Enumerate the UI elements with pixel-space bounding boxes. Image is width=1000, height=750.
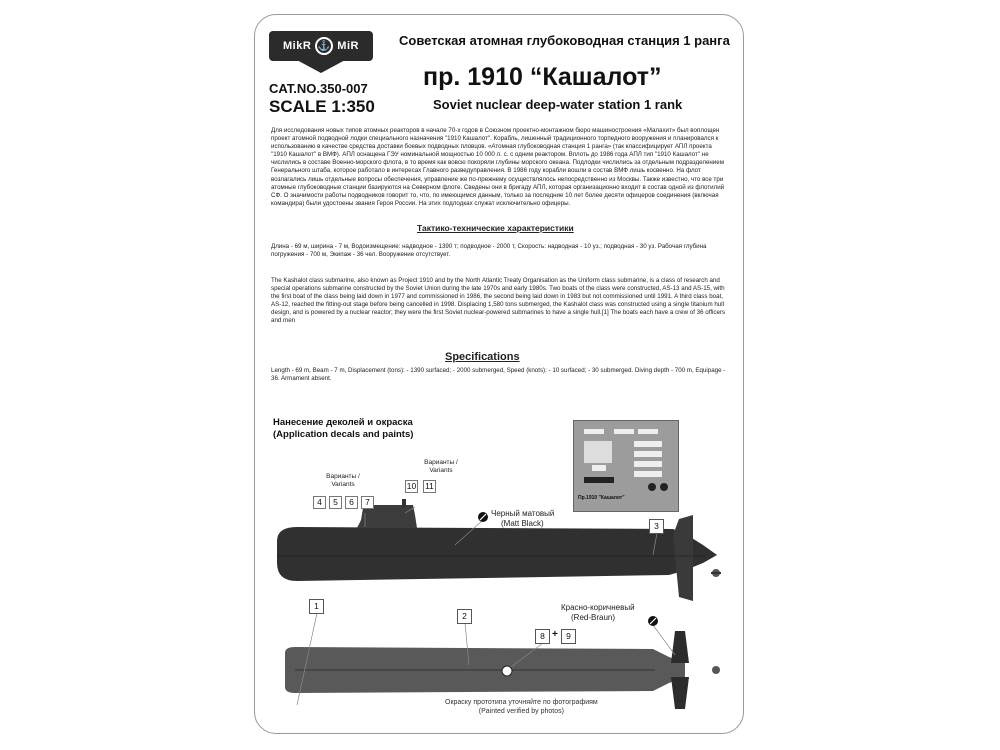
title-english: Soviet nuclear deep-water station 1 rank: [433, 97, 683, 112]
propeller-top-icon: [712, 666, 720, 674]
paint-black-ru: Черный матовый: [491, 509, 555, 518]
title-russian: Советская атомная глубоководная станция 1 ранга: [399, 33, 730, 48]
callout-3: 3: [649, 519, 664, 534]
brand-left: MikR: [283, 40, 312, 52]
side-view-hull: [277, 527, 717, 581]
variant-box-11: 11: [423, 480, 436, 493]
top-fin-upper: [671, 631, 689, 663]
main-title: пр. 1910 “Кашалот”: [423, 63, 662, 91]
variants-label-left: Варианты / Variants: [326, 473, 360, 488]
specs-russian: Длина - 69 м, ширина - 7 м, Водоизмещение: надводное - 1390 т; подводное - 2000 т, Скорость: надводная - 10 уз.; подводная - 30 уз. Рабочая глубина погружения - 700 м, Экипаж - 36 чел. Вооружение отсутствует.: [271, 243, 707, 259]
side-rudder: [673, 515, 693, 601]
paint-red-en: (Red-Braun): [571, 613, 616, 622]
paint-red-label: [561, 603, 635, 623]
top-fin-lower: [671, 677, 689, 709]
brand-right: MiR: [337, 40, 359, 52]
variant-box-4: 4: [313, 496, 326, 509]
callout-2: 2: [457, 609, 472, 624]
paint-black-label: [491, 509, 554, 529]
footer-ru: Окраску прототипа уточняйте по фотографиям: [445, 699, 598, 706]
variant-box-7: 7: [361, 496, 374, 509]
paint-black-en: (Matt Black): [501, 519, 544, 528]
specs-english: Length - 69 m, Beam - 7 m, Displacement (tons): - 1390 surfaced; - 2000 submerged, Speed (knots): - 10 surfaced; - 30 submerged. Diving depth - 700 m, Equipage - 36. Armament absent.: [271, 367, 726, 383]
decal-heading-ru: Нанесение деколей и окраска: [273, 417, 413, 428]
instruction-sheet: [254, 14, 744, 734]
submarine-drawing: [255, 15, 743, 733]
callout-9: 9: [561, 629, 576, 644]
anchor-emblem-icon: ⚓: [315, 37, 333, 55]
variant-box-10: 10: [406, 481, 417, 491]
decal-sheet-image: [573, 420, 679, 512]
hatch-marker-icon: [502, 666, 512, 676]
callout-plus: +: [552, 629, 558, 640]
history-russian: Для исследования новых типов атомных реакторов в начале 70-х годов в Союзном проектно-монтажном бюро машиностроения «Малахит» был воплощен проект атомной подводной лодки специального назначения "1910 Кашалот". Корабль, лишенный традиционного торпедного вооружения и планировался к использованию в качестве средства доставки боевых подводных пловцов. «Атомная глубоководная станция 1 ранга» (так классифицирует АПЛ проекта "1910 Кашалот" в ВМФ). АПЛ оснащена ГЭУ номинальной мощностью 10 000 л. с. с одним реактором. Вплоть до 1986 года АПЛ тип "1910 Кашалот" не числились в составе Военно-морского флота, в то время как вовсю покоряли глубины морского океана. Подлодки числились за отдельным подразделением Генерального штаба, которое работало в интересах Главного разведуправления. В 1986 году корабли вошли в состав ВМФ лишь косвенно. На флот возлагались лишь отдельные вопросы обеспечения, управление же по-прежнему осуществлялось непосредственно из Москвы. Также известно, что все три атомные глубоководные станции базируются на Северном флоте. Сведены они в бригаду АПЛ, которая организационно входит в состав одной из флотилий СФ. О значимости работы подводников говорит то, что, по имеющимся данным, только за последние 10 лет более десяти офицеров соединения (включая командира) были удостоены звания Героя России. На этих подлодках служат исключительно офицеры.: [271, 127, 725, 207]
paint-red-ru: Красно-коричневый: [561, 603, 635, 612]
callout-1: 1: [309, 599, 324, 614]
history-english: The Kashalot class submarine, also known as Project 1910 and by the North Atlantic Treaty Organisation as the Uniform class submarine, is a class of research and special operations submarine constructed by the Soviet Union during the late 1970s and early 1980s. Two boats of the class were constructed, AS-13 and AS-15, with the first boat of the class being laid down in 1977 and commissioned in 1986, the second being laid down in 1983 but not commissioned until 1991. A third class boat, AS-12, reached the fitting-out stage before being cancelled in 1998. Displacing 1,580 tons submerged, the Kashalot class was constructed using a single titanium hull design, and is powered by a nuclear reactor; they were the first Soviet nuclear-powered submarines to have a single hull.[1] The boats each have a crew of 36 officers and men: [271, 277, 726, 325]
specs-en-heading: Specifications: [445, 351, 520, 363]
scale-label: SCALE 1:350: [269, 97, 375, 116]
decal-sheet-label: Пр.1910 "Кашалот": [578, 495, 625, 501]
variant-box-5: 5: [329, 496, 342, 509]
variant-box-6: 6: [345, 496, 358, 509]
footer-en: (Painted verified by photos): [478, 708, 564, 715]
mast: [402, 499, 406, 507]
variants-label-right: Варианты / Variants: [424, 459, 458, 474]
specs-ru-heading: Тактико-технические характеристики: [417, 223, 574, 233]
callout-8: 8: [535, 629, 550, 644]
decal-heading-en: (Application decals and paints): [273, 429, 414, 440]
footer-note: [445, 698, 598, 716]
catalog-number: CAT.NO.350-007: [269, 81, 368, 96]
